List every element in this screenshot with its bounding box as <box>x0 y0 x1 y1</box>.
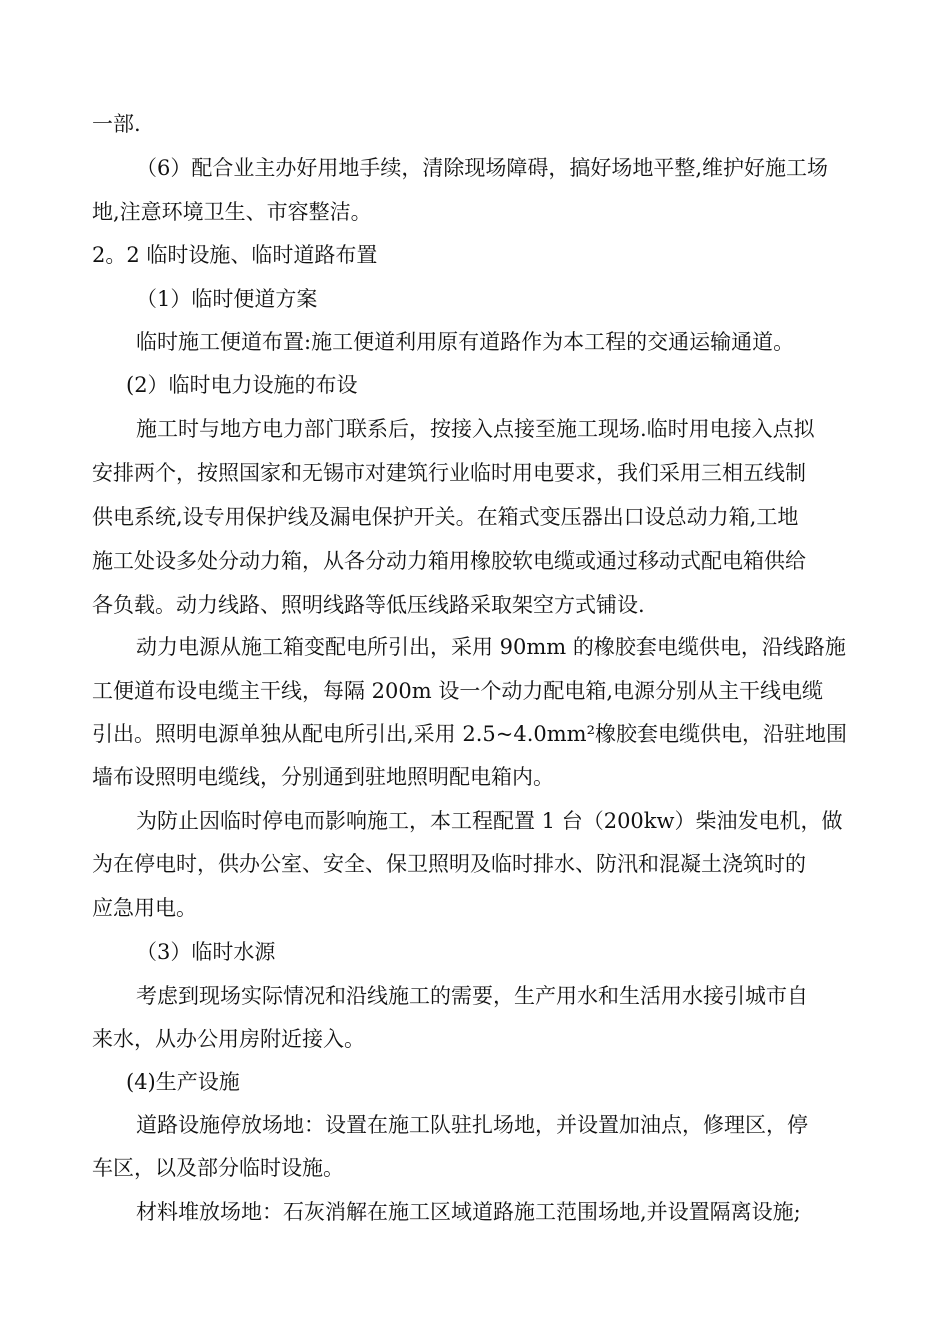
subsection-heading: (2）临时电力设施的布设 <box>126 373 358 397</box>
subsection-heading: （1）临时便道方案 <box>136 287 318 311</box>
text-line: 安排两个，按照国家和无锡市对建筑行业临时用电要求，我们采用三相五线制 <box>92 461 806 485</box>
text-line: 道路设施停放场地：设置在施工队驻扎场地，并设置加油点，修理区，停 <box>136 1113 808 1137</box>
text-line: 考虑到现场实际情况和沿线施工的需要，生产用水和生活用水接引城市自 <box>136 984 808 1008</box>
text-line: 供电系统,设专用保护线及漏电保护开关。在箱式变压器出口设总动力箱,工地 <box>92 505 799 529</box>
section-heading: 2。2 临时设施、临时道路布置 <box>92 243 378 267</box>
text-line: 临时施工便道布置:施工便道利用原有道路作为本工程的交通运输通道。 <box>136 330 795 354</box>
subsection-heading: (4)生产设施 <box>126 1070 240 1094</box>
text-line: 各负载。动力线路、照明线路等低压线路采取架空方式铺设. <box>92 593 645 617</box>
text-line: （6）配合业主办好用地手续，清除现场障碍，搞好场地平整,维护好施工场 <box>136 156 829 180</box>
subsection-heading: （3）临时水源 <box>136 940 276 964</box>
text-line: 施工时与地方电力部门联系后，按接入点接至施工现场.临时用电接入点拟 <box>136 417 815 441</box>
text-line: 引出。照明电源单独从配电所引出,采用 2.5~4.0mm²橡胶套电缆供电，沿驻地围 <box>92 722 847 746</box>
text-line: 地,注意环境卫生、市容整洁。 <box>92 200 372 224</box>
text-line: 一部. <box>92 112 141 136</box>
text-line: 应急用电。 <box>92 896 197 920</box>
text-line: 来水，从办公用房附近接入。 <box>92 1027 365 1051</box>
text-line: 工便道布设电缆主干线，每隔 200m 设一个动力配电箱,电源分别从主干线电缆 <box>92 679 824 703</box>
text-line: 为在停电时，供办公室、安全、保卫照明及临时排水、防汛和混凝土浇筑时的 <box>92 852 806 876</box>
text-line: 施工处设多处分动力箱，从各分动力箱用橡胶软电缆或通过移动式配电箱供给 <box>92 549 806 573</box>
text-line: 车区，以及部分临时设施。 <box>92 1156 344 1180</box>
text-line: 为防止因临时停电而影响施工，本工程配置 1 台（200kw）柴油发电机，做 <box>136 809 843 833</box>
text-line: 动力电源从施工箱变配电所引出，采用 90mm 的橡胶套电缆供电，沿线路施 <box>136 635 846 659</box>
text-line: 材料堆放场地：石灰消解在施工区域道路施工范围场地,并设置隔离设施; <box>136 1200 801 1224</box>
text-line: 墙布设照明电缆线，分别通到驻地照明配电箱内。 <box>92 765 554 789</box>
